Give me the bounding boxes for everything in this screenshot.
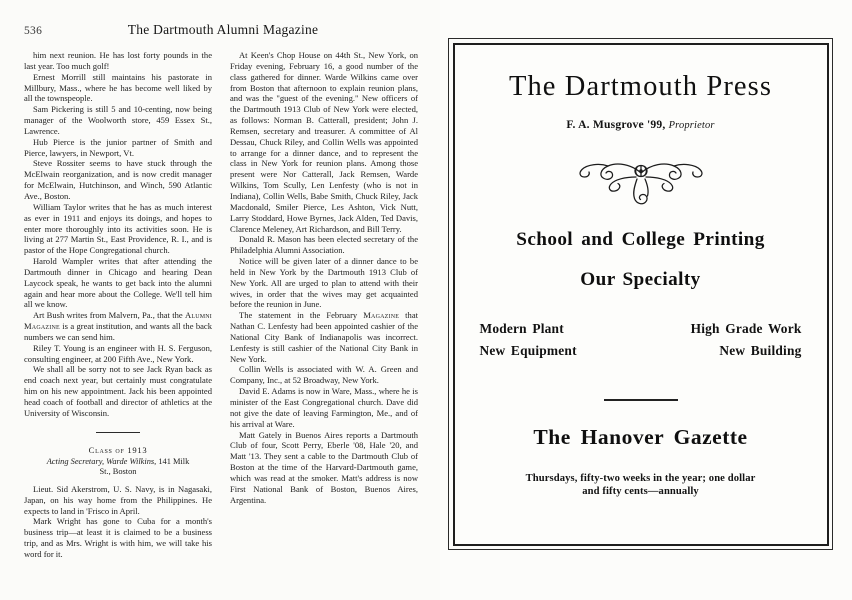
paragraph: Steve Rossiter seems to have stuck through the McElwain reorganization, and is now credit manager for McElwain, Hutchinson, and Winch, 590 Atlantic Ave., Boston. xyxy=(24,158,212,201)
advertisement-divider-rule xyxy=(604,399,678,401)
proprietor-role: Proprietor xyxy=(668,119,715,131)
paragraph: Collin Wells is associated with W. A. Green and Company, Inc., at 52 Broadway, New York. xyxy=(230,364,418,386)
paragraph: Harold Wampler writes that after attending the Dartmouth dinner in Chicago and hearing Dean Laycock speak, he wants to get back into the alumni again and hear more about the College. We'll tell him all we know. xyxy=(24,256,212,310)
paragraph: Riley T. Young is an engineer with H. S. Ferguson, consulting engineer, at 200 Fifth Ave., New York. xyxy=(24,342,212,364)
class-secretary-line xyxy=(24,457,212,478)
feature-right: High Grade Work xyxy=(690,320,802,336)
paragraph: Mark Wright has gone to Cuba for a month's business trip—at least it is claimed to be a business trip, and as Mrs. Wright is with him, we will take his word for it. xyxy=(24,516,212,559)
feature-left: New Equipment xyxy=(479,342,577,358)
paragraph: David E. Adams is now in Ware, Mass., where he is minister of the East Congregational church. Dave did not give the date of leaving Farmington, Me., and of his arrival at Ware. xyxy=(230,386,418,429)
feature-row xyxy=(480,321,802,337)
gazette-subscription-terms xyxy=(526,472,756,499)
specialty-headline: School and College Printing xyxy=(516,228,765,250)
page-number: 536 xyxy=(24,25,43,37)
class-heading: Class of 1913 xyxy=(88,444,148,455)
paragraph: Notice will be given later of a dinner dance to be held in New York by the Dartmouth 1913 Club of New York. All are urged to plan to attend with their wives, in order that the wives may get acquainted before the reunion in June. xyxy=(230,256,418,310)
secretary-address-part2: St., Boston xyxy=(99,467,137,477)
specialty-subhead: Our Specialty xyxy=(580,268,701,290)
right-page xyxy=(440,0,852,600)
terms-line-1: Thursdays, fifty-two weeks in the year; one dollar xyxy=(525,472,756,484)
floral-scroll-ornament xyxy=(577,153,705,207)
small-caps-magazine: Magazine xyxy=(363,310,400,321)
paragraph: him next reunion. He has lost forty pounds in the last year. Too much golf! xyxy=(24,50,212,71)
paragraph-alumni-magazine xyxy=(24,310,212,343)
small-caps-alumni-magazine: Alumni Magazine xyxy=(24,310,212,332)
paragraph: William Taylor writes that he has as much interest as ever in 1911 and enjoys its doings, and hopes to enter more thoroughly into its activities soon. He is living at 277 Martin St., East Providence, R. I., and is pastor of the Hope Congregational church. xyxy=(24,201,212,256)
text-before: The statement in the February xyxy=(239,310,364,321)
feature-right: New Building xyxy=(719,342,802,358)
secretary-name-italic: Acting Secretary, Warde Wilkins xyxy=(46,456,155,466)
text-columns xyxy=(24,50,420,578)
paragraph: Matt Gately in Buenos Aires reports a Dartmouth Club of four, Scott Perry, Eberle '08, Hale '20, and Matt '13. They sent a cable to the Dartmouth Club of Boston at the time of the Harvard-Dartmouth game, which was read at the smoker. Matt's address is now First National Bank of Boston, Buenos Aires, Argentina. xyxy=(230,429,418,505)
paragraph: Donald R. Mason has been elected secretary of the Philadelphia Alumni Association. xyxy=(230,234,418,256)
feature-list xyxy=(480,321,802,365)
gazette-title: The Hanover Gazette xyxy=(533,424,748,449)
paragraph: Sam Pickering is still 5 and 10-centing, now being manager of the Woolworth store, 459 Essex St., Lawrence. xyxy=(24,104,212,136)
proprietor-line xyxy=(566,118,714,131)
paragraph: Lieut. Sid Akerstrom, U. S. Navy, is in Nagasaki, Japan, on his way home from the Philippines. He expects to land in 'Frisco in April. xyxy=(24,483,212,516)
running-head-title: The Dartmouth Alumni Magazine xyxy=(127,22,319,37)
feature-row xyxy=(480,343,802,359)
text-after: that Nathan C. Lenfesty had been appointed cashier of the National City Bank of Indianapolis was incorrect. Lenfesty is still cashier of the National City Bank in New York. xyxy=(230,310,418,364)
section-divider-rule xyxy=(96,432,140,433)
column-right xyxy=(230,50,418,578)
advertisement-content xyxy=(453,43,829,546)
text-after: is a great institution, and wants all the back numbers we can send him. xyxy=(24,321,212,342)
paragraph: We shall all be sorry not to see Jack Ryan back as end coach next year, but certainly must congratulate him on his new appointment. Jack his been appointed head coach of football and director of athletics at the University of Wisconsin. xyxy=(24,364,212,418)
feature-left: Modern Plant xyxy=(479,320,564,336)
column-left xyxy=(24,50,212,578)
paragraph: At Keen's Chop House on 44th St., New York, on Friday evening, February 16, a good number of the class gathered for dinner. Warde Wilkins came over from Boston that afternoon to explain reunion plans, and was the "guest of the evening." New officers of the Dartmouth 1913 Club of New York were elected, as follows: Norman B. Catterall, president; John J. Remsen, secretary and treasurer. A committee of Al Dessau, Chuck Riley, and Collin Wells was appointed to arrange for a dinner dance, and to represent the class in New York for reunion plans. Among those present were Nor Catterall, Jack Remsen, Warde Wilkins, Tom Scully, Len Lenfesty (who is not in Indiana), Collin Wells, Babe Smith, Chuck Riley, Jack Macdonald, Smiler Pierce, Les Ashton, Vick Nutt, Larry Stoddard, Howe Byrnes, Jack Alden, Ted Davis, Clarence Meleney, Art Richardson, and Bill Terry. xyxy=(230,50,418,234)
advertisement-frame xyxy=(448,38,833,550)
terms-line-2: and fifty cents—annually xyxy=(582,486,699,498)
secretary-address-part1: , 141 Milk xyxy=(154,456,190,466)
text-before: Art Bush writes from Malvern, Pa., that the xyxy=(33,310,185,321)
paragraph: Hub Pierce is the junior partner of Smith and Pierce, lawyers, in Newport, Vt. xyxy=(24,136,212,158)
proprietor-name: F. A. Musgrove '99, xyxy=(566,117,666,131)
paragraph-magazine xyxy=(230,310,418,364)
paragraph: Ernest Morrill still maintains his pastorate in Millbury, Mass., where he has become well liked by all the townspeople. xyxy=(24,71,212,104)
page-header xyxy=(24,22,420,44)
advertiser-title: The Dartmouth Press xyxy=(508,70,773,102)
